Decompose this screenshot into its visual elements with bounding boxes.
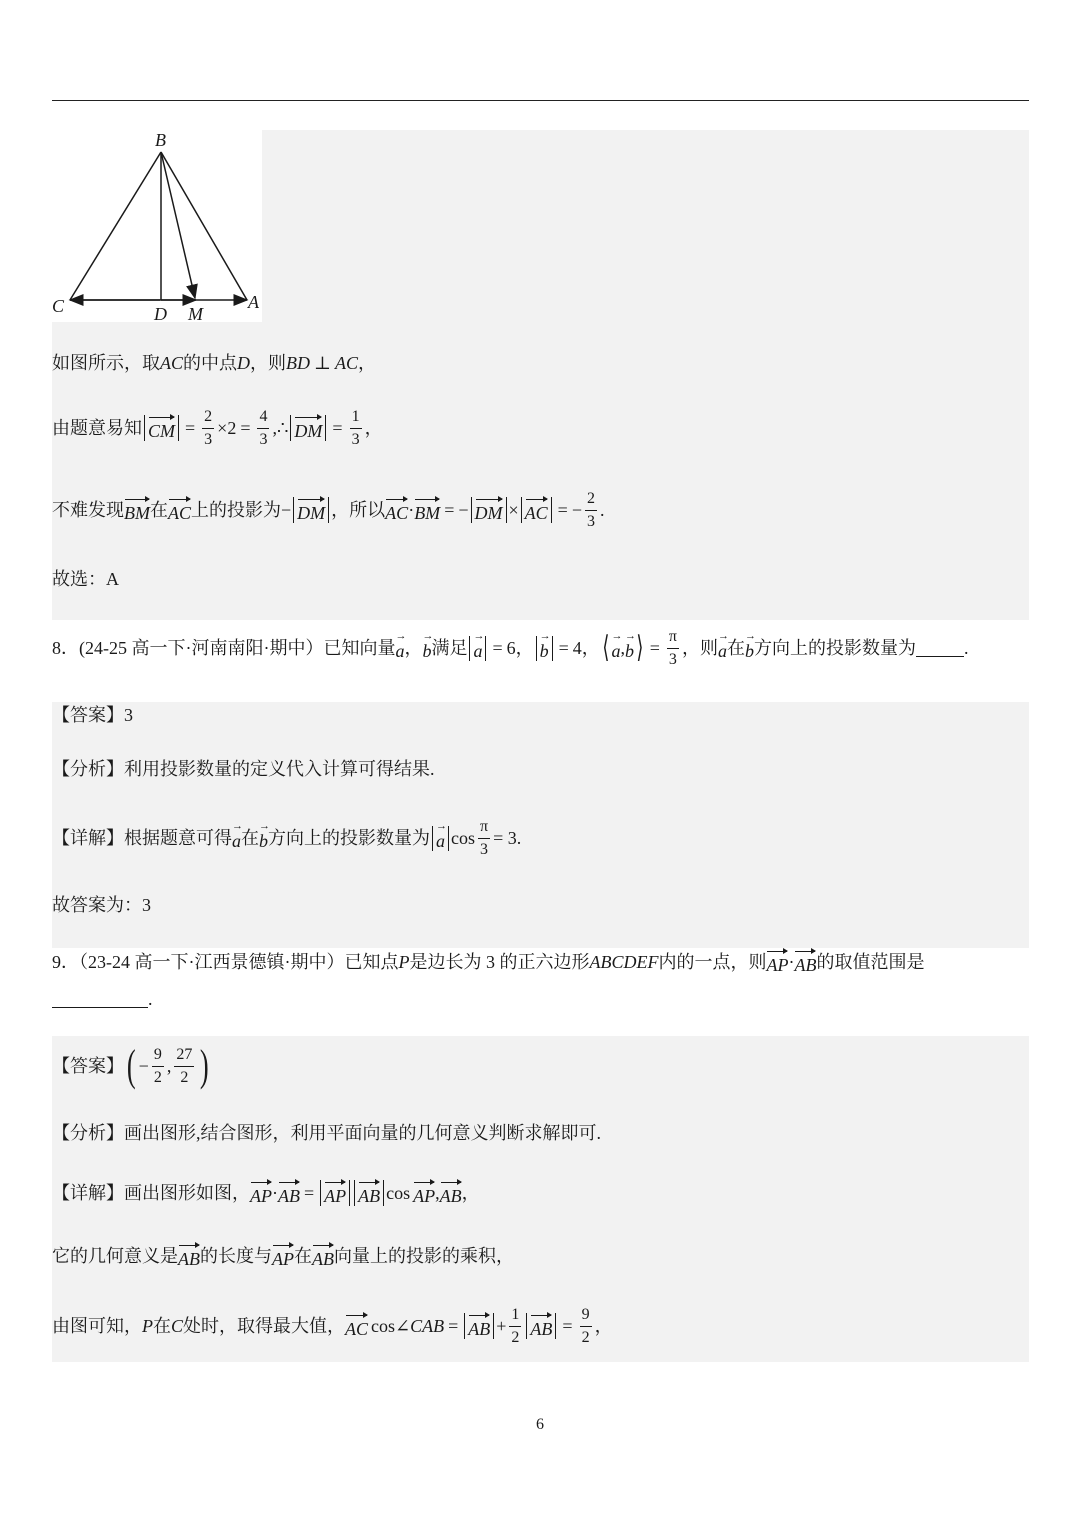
question-9-cont: . bbox=[52, 990, 153, 1008]
ans8-answer: 【答案】 3 bbox=[52, 705, 133, 725]
ans8-analysis: 【分析】 利用投影数量的定义代入计算可得结果. bbox=[52, 759, 435, 779]
ans8-detail: 【详解】 根据题意可得 a → 在 b → 方向上的投影数量为 a → cos $\frac{\pi}{3}$ = 3 . bbox=[52, 818, 521, 858]
answer-blank-8[interactable] bbox=[916, 640, 964, 657]
page-number: 6 bbox=[536, 1416, 544, 1433]
ans8-final: 故答案为：3 bbox=[52, 895, 151, 915]
label-d: D bbox=[154, 304, 167, 324]
question-9: 9．（23-24 高一下·江西景德镇·期中）已知点 P 是边长为 3 的正六边形 ABCDEF 内的一点，则 AP · AB 的取值范围是 bbox=[52, 952, 925, 975]
sol7-line1: 如图所示，取 AC 的中点 D ，则 BD ⊥ AC ， bbox=[52, 353, 376, 373]
label-b: B bbox=[155, 130, 166, 150]
answer-blank-9[interactable] bbox=[52, 991, 148, 1008]
ans9-analysis: 【分析】 画出图形,结合图形，利用平面向量的几何意义判断求解即可. bbox=[52, 1123, 601, 1143]
sol7-choice: 故选：A bbox=[52, 569, 119, 589]
label-c: C bbox=[52, 296, 65, 316]
ans9-line3: 由图可知， P 在 C 处时，取得最大值， AC cos ∠CAB = AB + $\frac{1}{2}$ AB = $\frac{9}{2}$ ， bbox=[52, 1306, 613, 1346]
label-a: A bbox=[248, 292, 259, 312]
ans9-answer: 【答案】 ( − $\frac{9}{2}$ , $\frac{27}{2}$ ) bbox=[52, 1041, 210, 1090]
ans9-detail: 【详解】 画出图形如图， AP · AB = AP AB cos AP , AB ， bbox=[52, 1180, 480, 1206]
solution-block-7 bbox=[262, 130, 1029, 322]
sol7-line2: 由题意易知 CM = $\frac{2}{3}$ × 2 = $\frac{4}{3}$ ,∴ DM = $\frac{1}{3}$ ， bbox=[52, 408, 383, 448]
question-8: 8．(24-25 高一下·河南南阳·期中）已知向量 a → ， b → 满足 a → = 6 ， b → = 4 ， ⟨ a → , b → ⟩ = $\frac{\pi}{3}$ ，则 a → 在 b → 方向上的投影数量为 . bbox=[52, 628, 968, 668]
label-m: M bbox=[188, 304, 203, 324]
sol7-line3: 不难发现 BM 在 AC 上的投影为 − DM ，所以 AC · BM = − DM × AC = − $\frac{2}{3}$ . bbox=[52, 490, 605, 530]
triangle-figure bbox=[40, 126, 270, 326]
header-rule bbox=[52, 100, 1029, 101]
ans9-line2: 它的几何意义是 AB 的长度与 AP 在 AB 向量上的投影的乘积， bbox=[52, 1246, 514, 1269]
